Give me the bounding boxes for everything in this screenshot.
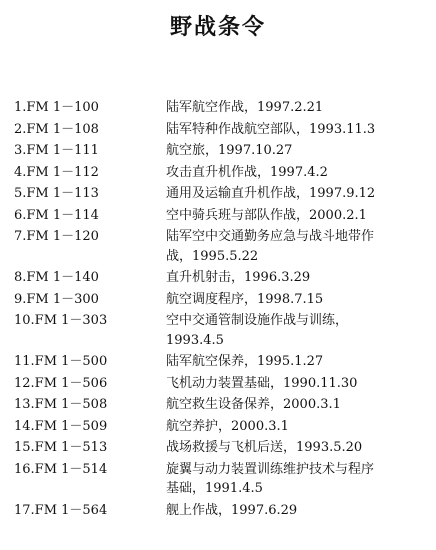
list-item — [12, 395, 428, 415]
description-line: 陆军空中交通勤务应急与战斗地带作 — [166, 229, 375, 244]
manual-code: 10.FM 1－303 — [14, 313, 108, 328]
manual-description — [166, 417, 428, 437]
description-line: 通用及运输直升机作战，1997.9.12 — [166, 186, 376, 201]
manual-code: 2.FM 1－108 — [14, 121, 99, 137]
manual-code: 8.FM 1－140 — [14, 270, 99, 285]
description-line: 战，1995.5.22 — [166, 248, 259, 264]
field-manual-list — [12, 98, 428, 522]
manual-description — [166, 460, 428, 499]
manual-code: 3.FM 1－111 — [14, 143, 99, 158]
manual-description — [166, 184, 428, 204]
description-line: 陆军航空保养，1995.1.27 — [166, 354, 324, 369]
list-item — [12, 206, 428, 226]
manual-description — [166, 352, 428, 372]
manual-description — [166, 290, 428, 310]
description-line: 航空调度程序，1998.7.15 — [166, 291, 324, 307]
manual-code: 12.FM 1－506 — [14, 375, 108, 391]
manual-code: 15.FM 1－513 — [14, 440, 108, 455]
manual-code: 7.FM 1－120 — [14, 229, 99, 244]
list-item — [12, 184, 428, 204]
manual-description — [166, 268, 428, 288]
manual-code: 1.FM 1－100 — [14, 100, 99, 115]
list-item — [12, 352, 428, 372]
description-line: 舰上作战，1997.6.29 — [166, 502, 298, 518]
manual-description — [166, 374, 428, 394]
manual-code: 6.FM 1－114 — [14, 207, 99, 223]
manual-description — [166, 501, 428, 521]
description-line: 旋翼与动力装置训练维护技术与程序 — [166, 461, 375, 477]
description-line: 航空养护，2000.3.1 — [166, 418, 289, 434]
list-item — [12, 227, 428, 266]
manual-code: 9.FM 1－300 — [14, 291, 99, 307]
manual-description — [166, 438, 428, 458]
list-item — [12, 98, 428, 118]
list-item — [12, 311, 428, 350]
list-item — [12, 438, 428, 458]
description-line: 空中交通管制设施作战与训练， — [166, 313, 349, 328]
list-item — [12, 374, 428, 394]
description-line: 陆军特种作战航空部队，1993.11.3 — [166, 121, 376, 137]
manual-description — [166, 395, 428, 415]
manual-description — [166, 163, 428, 183]
list-item — [12, 163, 428, 183]
manual-code: 4.FM 1－112 — [14, 164, 99, 180]
page-title: 野战条令 — [169, 15, 266, 40]
list-item — [12, 268, 428, 288]
list-item — [12, 120, 428, 140]
list-item — [12, 501, 428, 521]
manual-description — [166, 311, 428, 350]
description-line: 基础，1991.4.5 — [166, 481, 263, 496]
list-item — [12, 141, 428, 161]
manual-code: 11.FM 1－500 — [14, 354, 108, 369]
description-line: 攻击直升机作战，1997.4.2 — [166, 164, 328, 180]
manual-description — [166, 141, 428, 161]
description-line: 航空旅，1997.10.27 — [166, 143, 293, 158]
manual-code: 16.FM 1－514 — [14, 461, 108, 477]
description-line: 直升机射击，1996.3.29 — [166, 270, 311, 285]
description-line: 空中骑兵班与部队作战，2000.2.1 — [166, 207, 367, 223]
list-item — [12, 290, 428, 310]
description-line: 飞机动力装置基础，1990.11.30 — [166, 375, 358, 391]
description-line: 1993.4.5 — [166, 332, 224, 348]
manual-code: 5.FM 1－113 — [14, 186, 99, 201]
manual-description — [166, 206, 428, 226]
description-line: 航空救生设备保养，2000.3.1 — [166, 397, 341, 412]
manual-description — [166, 98, 428, 118]
manual-code: 13.FM 1－508 — [14, 397, 108, 412]
description-line: 陆军航空作战，1997.2.21 — [166, 100, 324, 115]
manual-description — [166, 120, 428, 140]
manual-code: 14.FM 1－509 — [14, 418, 108, 434]
manual-description — [166, 227, 428, 266]
description-line: 战场救援与飞机后送，1993.5.20 — [166, 440, 363, 455]
list-item — [12, 417, 428, 437]
manual-code: 17.FM 1－564 — [14, 502, 108, 518]
list-item — [12, 460, 428, 499]
